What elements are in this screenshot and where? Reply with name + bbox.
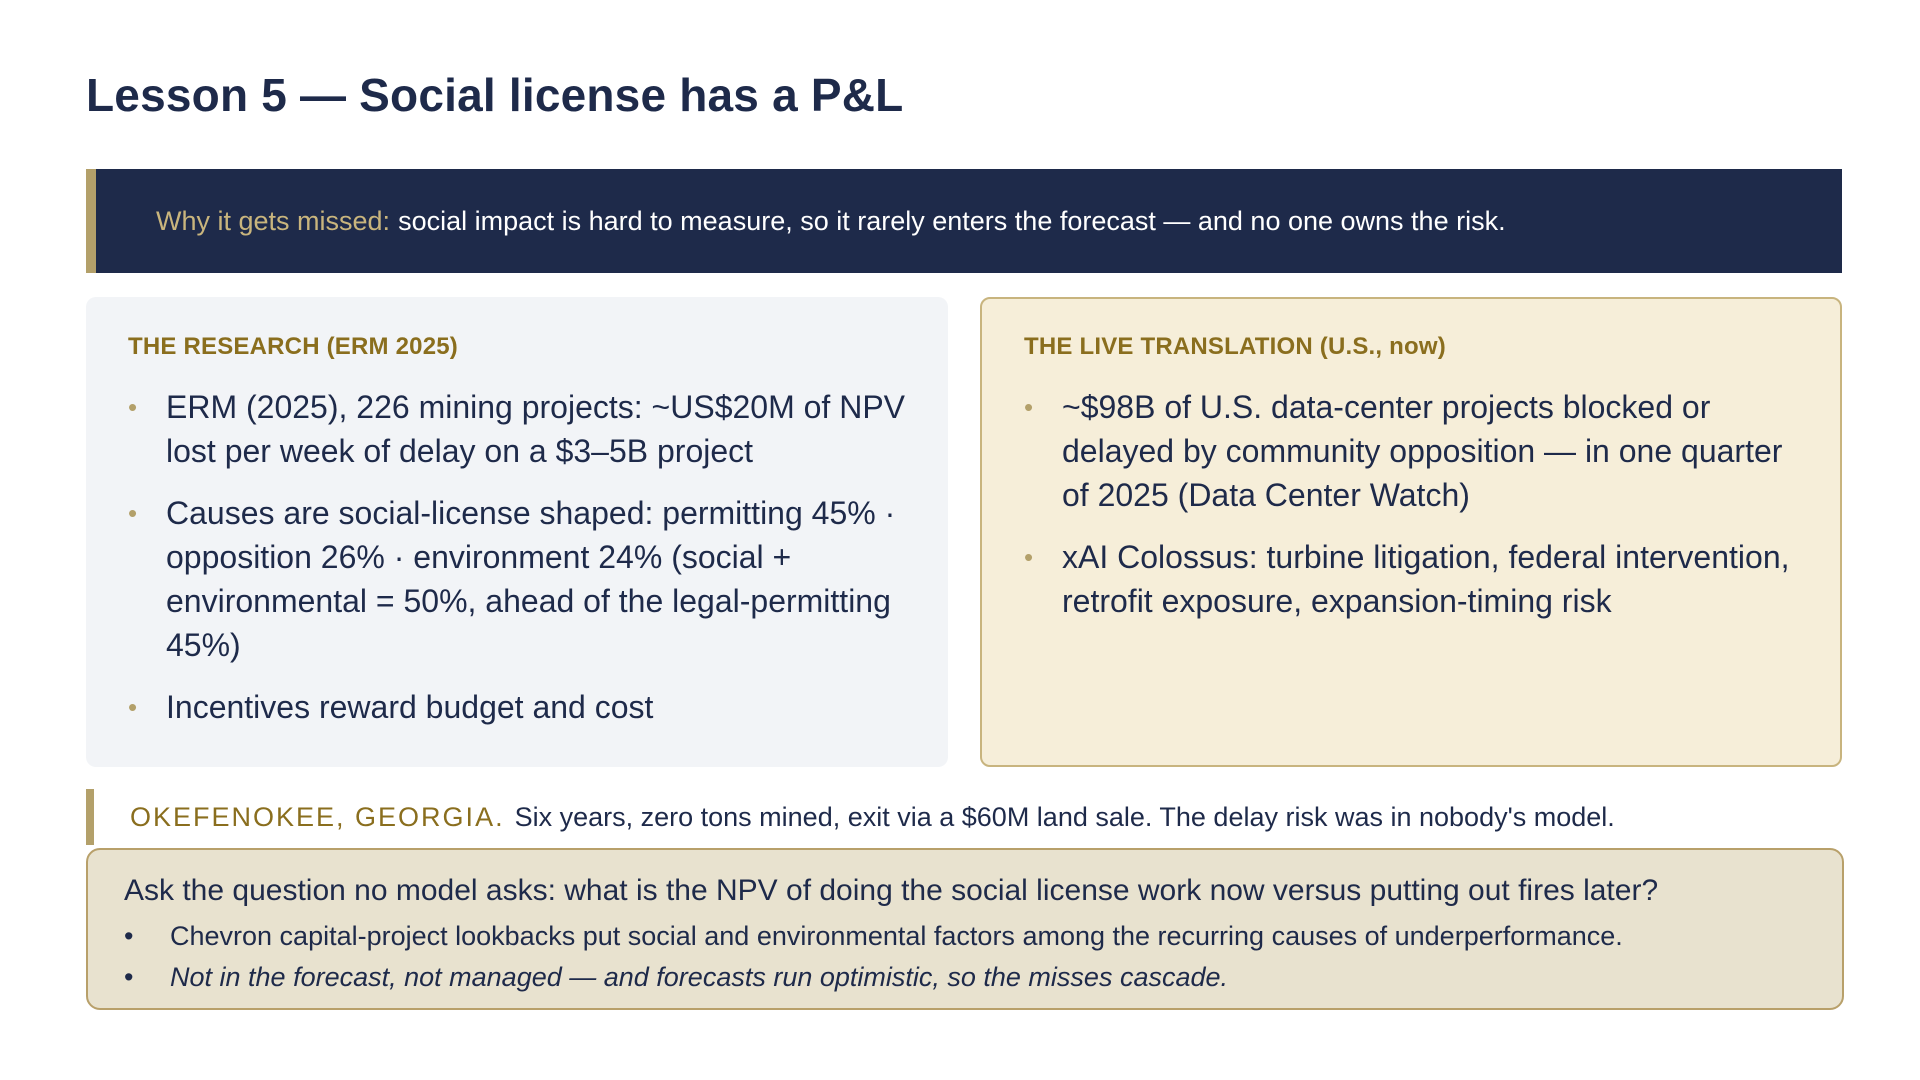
research-bullets [128, 385, 918, 747]
banner-lead: Why it gets missed: [156, 205, 391, 236]
ask-question: Ask the question no model asks: what is the NPV of doing the social license work now versus putting out fires later? [124, 874, 1659, 907]
ask-box [86, 848, 1844, 1010]
why-missed-banner [86, 169, 1842, 273]
bullet-dot-icon: • [128, 392, 138, 422]
bullet-dot-icon: • [128, 498, 138, 528]
research-heading: THE RESEARCH (ERM 2025) [128, 333, 458, 360]
bullet-text: xAI Colossus: turbine litigation, federal intervention, retrofit exposure, expansion-timing risk [1062, 539, 1790, 619]
list-item [124, 916, 1806, 957]
bullet-text: ERM (2025), 226 mining projects: ~US$20M of NPV lost per week of delay on a $3–5B project [166, 389, 905, 469]
okefenokee-callout [86, 789, 1842, 845]
callout-place: OKEFENOKEE, GEORGIA. [130, 801, 505, 832]
list-item [124, 957, 1806, 998]
live-translation-bullets [1024, 385, 1810, 641]
list-item [1024, 385, 1810, 517]
banner-text: social impact is hard to measure, so it rarely enters the forecast — and no one owns the risk. [398, 205, 1506, 236]
bullet-text: ~$98B of U.S. data-center projects blocked or delayed by community opposition — in one quarter of 2025 (Data Center Watch) [1062, 389, 1783, 513]
list-item [128, 491, 918, 667]
bullet-dot-icon: • [124, 962, 134, 992]
list-item [1024, 535, 1810, 623]
list-item [128, 685, 918, 729]
bullet-text: Causes are social-license shaped: permitting 45% · opposition 26% · environment 24% (social + environmental = 50%, ahead of the legal-permitting 45%) [166, 495, 896, 663]
ask-point-text: Chevron capital-project lookbacks put social and environmental factors among the recurring causes of underperformance. [170, 921, 1623, 951]
list-item [128, 385, 918, 473]
bullet-dot-icon: • [1024, 542, 1034, 572]
bullet-dot-icon: • [128, 692, 138, 722]
research-panel [86, 297, 948, 767]
bullet-text: Incentives reward budget and cost [166, 689, 654, 725]
ask-points [124, 916, 1806, 998]
callout-text: Six years, zero tons mined, exit via a $60M land sale. The delay risk was in nobody's model. [514, 801, 1615, 832]
bullet-dot-icon: • [124, 921, 134, 951]
live-translation-panel [980, 297, 1842, 767]
bullet-dot-icon: • [1024, 392, 1034, 422]
ask-point-text: Not in the forecast, not managed — and forecasts run optimistic, so the misses cascade. [170, 962, 1229, 992]
live-translation-heading: THE LIVE TRANSLATION (U.S., now) [1024, 333, 1446, 360]
slide-title: Lesson 5 — Social license has a P&L [86, 69, 904, 121]
